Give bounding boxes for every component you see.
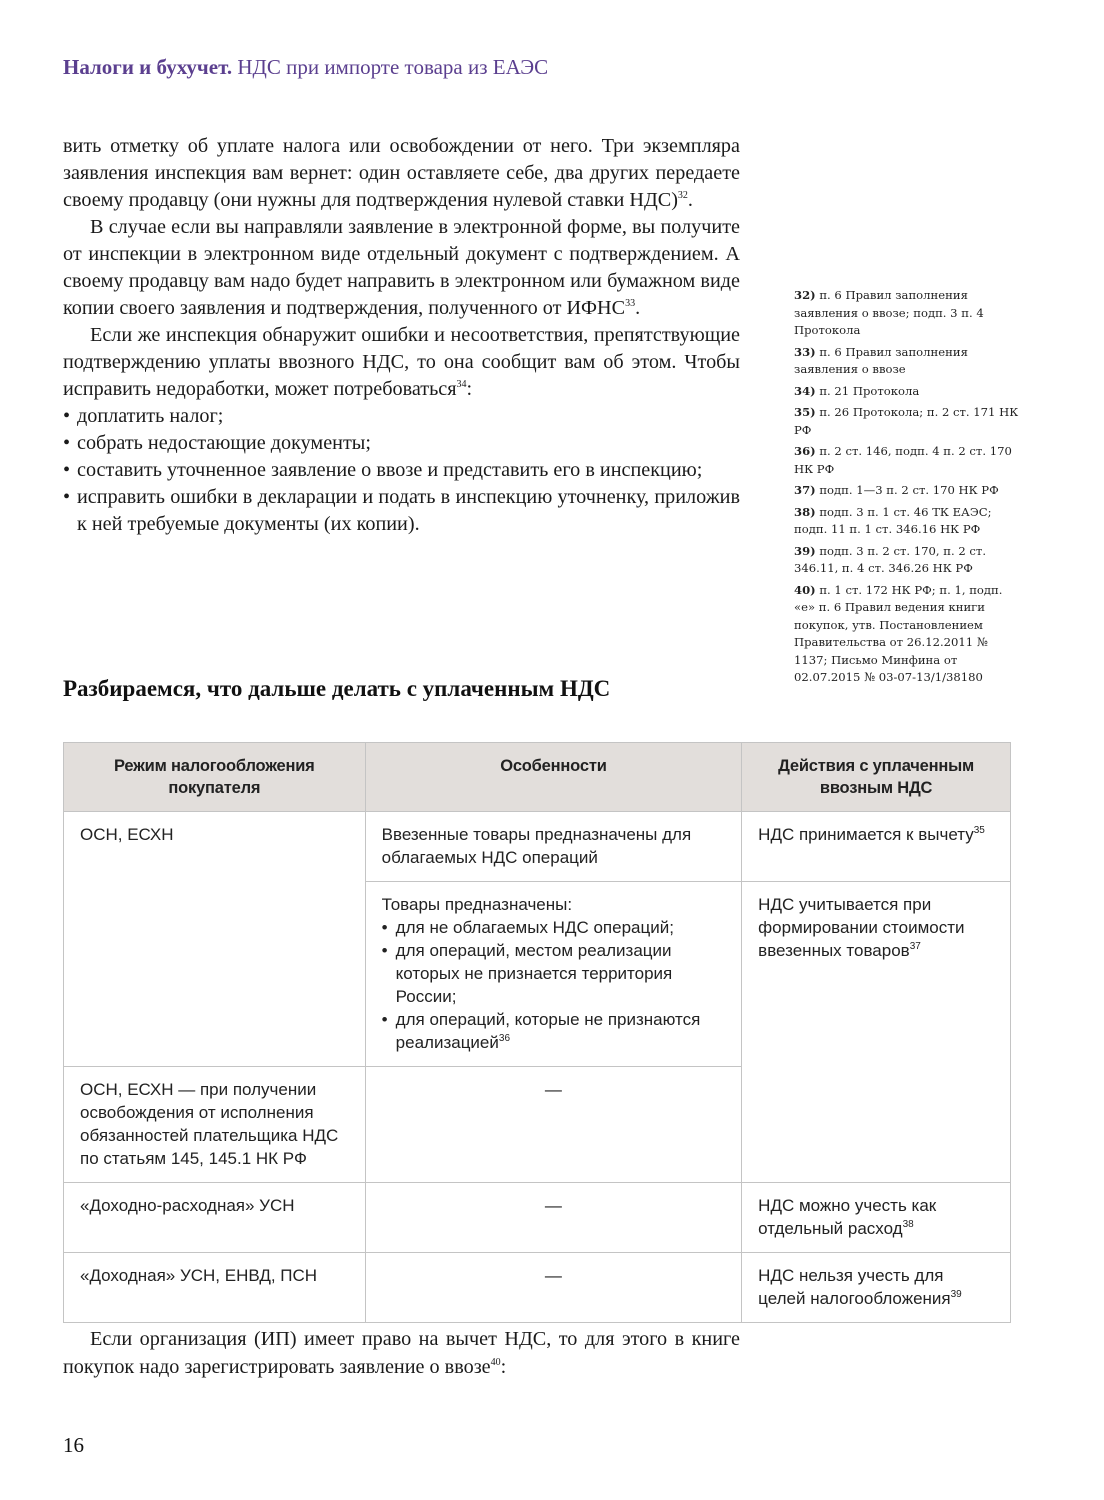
- vat-actions-table: [63, 742, 1011, 1323]
- cell-regime: «Доходно-расходная» УСН: [64, 1183, 366, 1253]
- footnote-ref: 37: [909, 941, 921, 952]
- footnote: 40) п. 1 ст. 172 НК РФ; п. 1, подп. «е» п. 6 Правил ведения книги покупок, утв. Постановлением Правительства от 26.12.2011 № 1137; Письмо Минфина от 02.07.2015 № 03-07-13/1/38180: [794, 582, 1003, 684]
- table-row: [64, 812, 1011, 882]
- footnote: 35) п. 26 Протокола; п. 2 ст. 171 НК РФ: [794, 405, 1019, 437]
- cell-action: НДС принимается к вычету$^{35}$: [742, 812, 1011, 882]
- footnote: 39) подп. 3 п. 2 ст. 170, п. 2 ст. 346.11, п. 4 ст. 346.26 НК РФ: [794, 543, 987, 575]
- page-number: 16: [63, 1433, 84, 1457]
- footnote-ref: 36: [498, 1033, 511, 1044]
- paragraph-1: вить отметку об уплате налога или освобождении от него. Три экземпляра заявления инспекция вам вернет: один оставляете себе, два других передаете своему продавцу (они нужны для подтверждения нулевой ставки НДС)$^{32}$.: [63, 135, 740, 211]
- list-item: • собрать недостающие документы;: [63, 430, 740, 457]
- list-item: • составить уточненное заявление о ввозе и представить его в инспекцию;: [63, 457, 740, 484]
- footnote: 33) п. 6 Правил заполнения заявления о ввозе: [794, 344, 968, 376]
- paragraph-2: В случае если вы направляли заявление в электронной форме, вы получите от инспекции в электронном виде отдельный документ с подтверждением. А своему продавцу вам надо будет направить в электронном или бумажном виде копии своего заявления и подтверждения, полученного от ИФНС$^{33}$.: [63, 216, 740, 319]
- footnote-ref: 38: [902, 1219, 914, 1230]
- table-row: [64, 1183, 1011, 1253]
- footnote: 38) подп. 3 п. 1 ст. 46 ТК ЕАЭС; подп. 11 п. 1 ст. 346.16 НК РФ: [794, 504, 992, 536]
- running-head-section: Налоги и бухучет.: [63, 55, 233, 79]
- footnote-ref: 33: [625, 298, 636, 309]
- paragraph-3: Если же инспекция обнаружит ошибки и несоответствия, препятствующие подтверждению уплаты ввозного НДС, то она сообщит вам об этом. Чтобы исправить недоработки, может потребоваться$^{34}$:: [63, 324, 740, 400]
- cell-features: —: [365, 1253, 742, 1323]
- list-item: • исправить ошибки в декларации и подать в инспекцию уточненку, приложив к ней требуемые документы (их копии).: [63, 484, 740, 538]
- list-item: • для операций, которые не признаются реализацией$^{36}$: [382, 1008, 726, 1054]
- closing-paragraph: Если организация (ИП) имеет право на вычет НДС, то для этого в книге покупок надо зарегистрировать заявление о ввозе$^{40}$:: [63, 1328, 740, 1378]
- footnote: 32) п. 6 Правил заполнения заявления о ввозе; подп. 3 п. 4 Протокола: [794, 288, 984, 337]
- footnote: 37) подп. 1—3 п. 2 ст. 170 НК РФ: [794, 483, 999, 497]
- footnote-ref: 32: [677, 190, 688, 201]
- cell-features: Ввезенные товары предназначены для облагаемых НДС операций: [365, 812, 742, 882]
- running-head: [63, 55, 548, 80]
- cell-features: Товары предназначены: • для не облагаемых НДС операций; • для операций, местом реализации которых не признается территория России; • для операций, которые не признаются реализацией$^{36}$: [365, 882, 742, 1067]
- list-item: • для операций, местом реализации которых не признается территория России;: [382, 939, 726, 1008]
- section-title: Разбираемся, что дальше делать с уплаченным НДС: [63, 676, 611, 702]
- column-header-regime: Режим налогообложения покупателя: [64, 743, 366, 812]
- footnote-ref: 40: [490, 1357, 501, 1368]
- footnote-ref: 35: [973, 825, 985, 836]
- features-list: [382, 916, 726, 1054]
- table-header-row: [64, 743, 1011, 812]
- cell-features: —: [365, 1183, 742, 1253]
- table-row: [64, 1253, 1011, 1323]
- bullet-list: [63, 403, 740, 538]
- cell-regime: ОСН, ЕСХН: [64, 812, 366, 1067]
- column-header-features: Особенности: [365, 743, 742, 812]
- cell-action: НДС нельзя учесть для целей налогообложения$^{39}$: [742, 1253, 1011, 1323]
- list-item: • для не облагаемых НДС операций;: [382, 916, 726, 939]
- column-header-actions: Действия с уплаченным ввозным НДС: [742, 743, 1011, 812]
- cell-features: —: [365, 1067, 742, 1183]
- cell-action: НДС учитывается при формировании стоимости ввезенных товаров$^{37}$: [742, 882, 1011, 1183]
- footnotes-sidebar: [794, 287, 1024, 691]
- list-item: • доплатить налог;: [63, 403, 740, 430]
- footnote: 34) п. 21 Протокола: [794, 383, 920, 398]
- cell-action: НДС можно учесть как отдельный расход$^{38}$: [742, 1183, 1011, 1253]
- cell-regime: «Доходная» УСН, ЕНВД, ПСН: [64, 1253, 366, 1323]
- cell-regime: ОСН, ЕСХН — при получении освобождения от исполнения обязанностей плательщика НДС по статьям 145, 145.1 НК РФ: [64, 1067, 366, 1183]
- footnote-ref: 39: [950, 1289, 962, 1300]
- footnote-ref: 34: [456, 379, 467, 390]
- running-head-title: НДС при импорте товара из ЕАЭС: [237, 55, 549, 79]
- footnote: 36) п. 2 ст. 146, подп. 4 п. 2 ст. 170 НК РФ: [794, 444, 1012, 476]
- body-text: [63, 133, 740, 538]
